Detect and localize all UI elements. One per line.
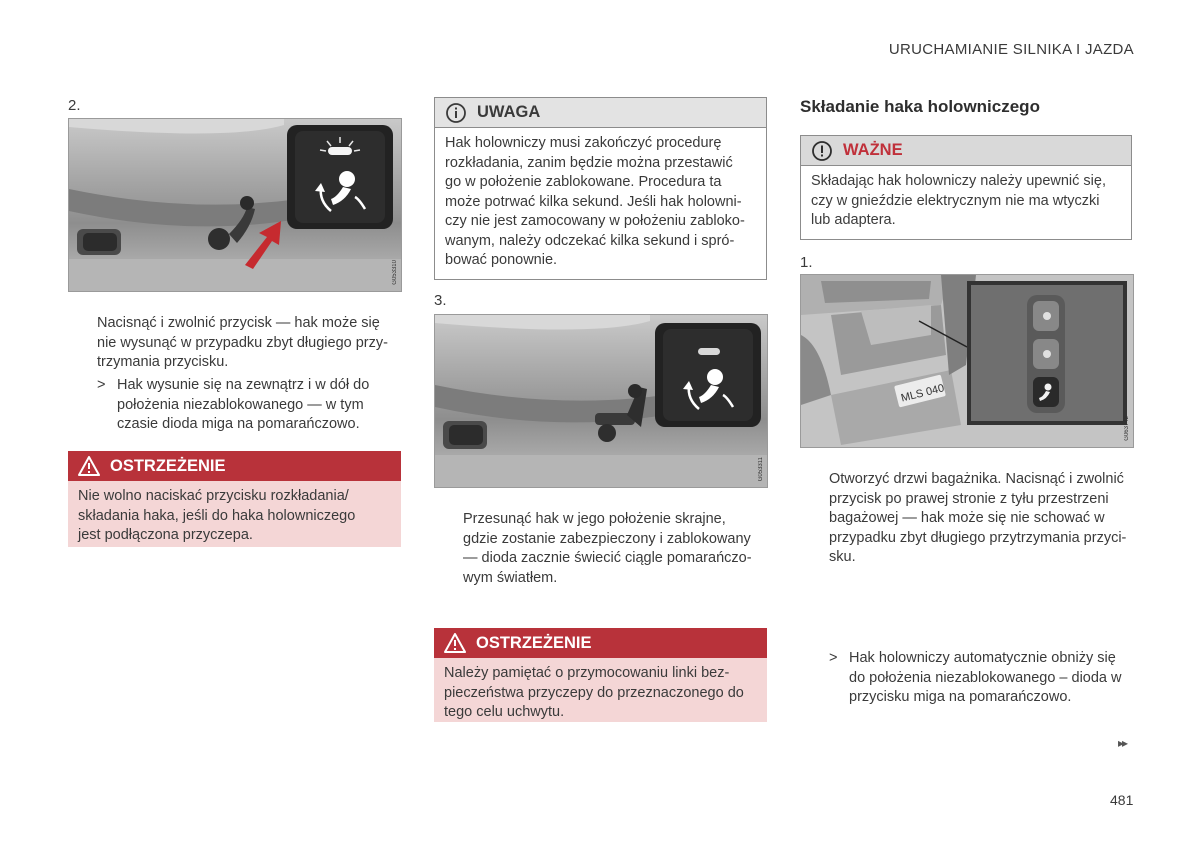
- figure-step-3: [434, 314, 768, 488]
- figure-step-2: [68, 118, 402, 292]
- step-number: 2.: [68, 97, 81, 114]
- instruction-paragraph: Nacisnąć i zwolnić przycisk — hak może się nie wysunąć w przypadku zbyt długiego przy- trzymania przycisku.: [97, 315, 388, 370]
- instruction-paragraph: Przesunąć hak w jego położenie skrajne, gdzie zostanie zabezpieczony i zablokowany — dioda zacznie świecić ciągle pomarańczo- wym światłem.: [463, 511, 752, 586]
- info-circle-icon: [445, 102, 467, 124]
- continue-arrow-icon: ▸▸: [1118, 736, 1127, 750]
- running-header: URUCHAMIANIE SILNIKA I JAZDA: [888, 41, 1134, 58]
- page-number: 481: [1110, 792, 1134, 808]
- figure-step-1: [800, 274, 1134, 448]
- step-number: 1.: [800, 254, 813, 271]
- step-number: 3.: [434, 292, 447, 309]
- warning-title: OSTRZEŻENIE: [476, 633, 592, 652]
- warning-box: OSTRZEŻENIE Należy pamiętać o przymocowaniu linki bez- pieczeństwa przyczepy do przeznaczonego do tego celu uchwytu.: [434, 628, 767, 722]
- exclamation-circle-icon: [811, 140, 833, 162]
- warning-box: OSTRZEŻENIE Nie wolno naciskać przycisku rozkładania/ składania haka, jeśli do haka holowniczego jest podłączona przyczepa.: [68, 451, 401, 547]
- figure-code: G053311: [758, 456, 764, 481]
- note-title: UWAGA: [477, 103, 541, 121]
- section-title: Składanie haka holowniczego: [800, 97, 1040, 116]
- figure-code: G053310: [392, 260, 398, 285]
- license-plate-text: MLS 040: [899, 382, 946, 405]
- important-title: WAŻNE: [843, 141, 903, 159]
- important-box: WAŻNE Składając hak holowniczy należy upewnić się, czy w gnieździe elektrycznym nie ma wtyczki lub adaptera.: [800, 135, 1132, 240]
- warning-triangle-icon: [78, 455, 100, 477]
- figure-code: G063742: [1124, 416, 1130, 441]
- warning-title: OSTRZEŻENIE: [110, 456, 226, 475]
- note-box: UWAGA Hak holowniczy musi zakończyć procedurę rozkładania, zanim będzie można przestawić go w położenie zablokowane. Procedura ta może potrwać kilka sekund. Jeśli hak holowni- czy nie jest zamocowany w położeniu zabloko- wanym, należy odczekać kilka sekund i spró- bować ponownie.: [434, 97, 767, 280]
- car-rear-illustration: [69, 119, 402, 292]
- car-rear-illustration: [435, 315, 768, 488]
- result-bullet: > Hak holowniczy automatycznie obniży się do położenia niezablokowanego – dioda w przycisku miga na pomarańczowo.: [829, 650, 1122, 705]
- instruction-paragraph: Otworzyć drzwi bagażnika. Nacisnąć i zwolnić przycisk po prawej stronie z tyłu przestrzeni bagażowej — hak może się nie schować w przypadku zbyt długiego przytrzymania przyci- sku.: [829, 471, 1127, 565]
- result-bullet: > Hak wysunie się na zewnątrz i w dół do położenia niezablokowanego — w tym czasie dioda miga na pomarańczowo.: [97, 377, 370, 432]
- warning-triangle-icon: [444, 632, 466, 654]
- trunk-illustration: [801, 275, 1134, 448]
